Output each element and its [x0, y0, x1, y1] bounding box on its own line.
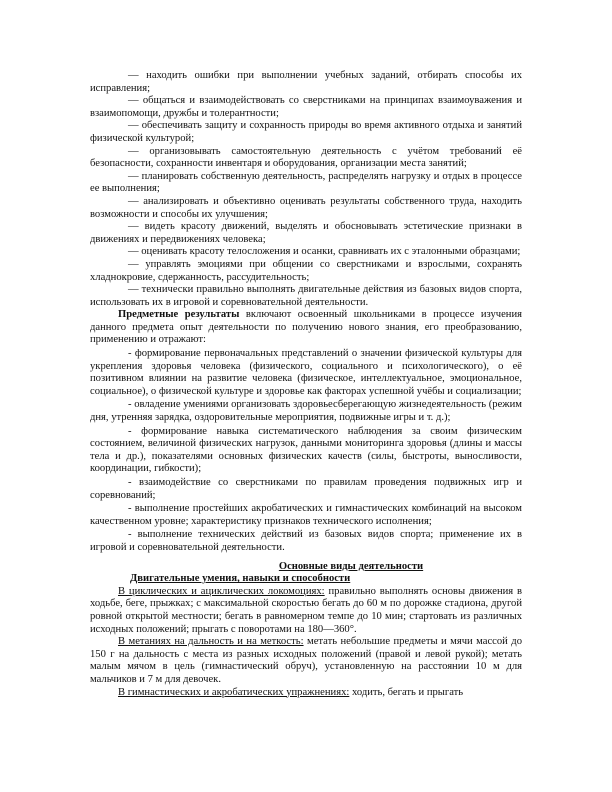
list-item: - выполнение простейших акробатических и гимнастических комбинаций на высоком качественном уровне; характеристику признаков технического исполнения;	[90, 503, 522, 527]
list-item: — управлять эмоциями при общении со сверстниками и взрослыми, сохранять хладнокровие, сдержанность, рассудительность;	[90, 258, 522, 283]
list-item: — анализировать и объективно оценивать результаты собственного труда, находить возможности и способы их улучшения;	[90, 195, 522, 220]
subject-results-heading: Предметные результаты	[118, 309, 240, 321]
subject-results-intro	[90, 309, 522, 347]
list-item: — общаться и взаимодействовать со сверстниками на принципах взаимоуважения и взаимопомощи, дружбы и толерантности;	[90, 95, 522, 119]
list-item: - формирование навыка систематического наблюдения за своим физическим состоянием, величиной физических нагрузок, данными мониторинга здоровья (длины и массы тела и др.), показателями основных физических качеств (силы, быстроты, выносливости, координации, гибкости);	[90, 425, 522, 475]
subject-results-lead: включают освоенный школьниками в процессе изучения данного предмета опыт деятельности по получению нового знания, его преобразованию, применению и отражают:	[90, 309, 522, 346]
list-item: - выполнение технических действий из базовых видов спорта; применение их в игровой и соревновательной деятельности.	[90, 529, 522, 553]
activity-term: В метаниях на дальность и на меткость:	[118, 636, 304, 648]
list-item: — организовывать самостоятельную деятельность с учётом требований её безопасности, сохранности инвентаря и оборудования, организации места занятий;	[90, 145, 522, 170]
activity-paragraph-locomotion	[90, 586, 522, 636]
meta-results-list	[90, 70, 522, 309]
list-item: — оценивать красоту телосложения и осанки, сравнивать их с эталонными образцами;	[128, 246, 521, 258]
list-item: — находить ошибки при выполнении учебных заданий, отбирать способы их исправления;	[90, 70, 522, 94]
section-subtitle: Двигательные умения, навыки и способности	[130, 573, 351, 585]
list-item: — планировать собственную деятельность, распределять нагрузку и отдых в процессе ее выполнения;	[90, 170, 522, 195]
activity-text: ходить, бегать и прыгать	[349, 686, 464, 698]
activity-term: В гимнастических и акробатических упражнениях:	[118, 686, 350, 698]
activity-text: правильно выполнять основы движения в ходьбе, беге, прыжках; с максимальной скоростью бегать до 60 м по дорожке стадиона, другой ровной открытой местности; бегать в равномерном темпе до 10 мин; стартовать из различных исходных положений; прыгать с поворотами на 180—360°.	[90, 585, 522, 635]
activity-term: В циклических и ациклических локомоциях:	[118, 585, 325, 597]
section-title: Основные виды деятельности	[278, 560, 424, 572]
activity-text: метать небольшие предметы и мячи массой до 150 г на дальность с места из разных исходных положений (правой и левой рукой); метать малым мячом в цель (гимнастический обруч), установленную на расстоянии 10 м для мальчиков и 7 м для девочек.	[90, 636, 522, 685]
list-item: — обеспечивать защиту и сохранность природы во время активного отдыха и занятий физической культурой;	[90, 120, 522, 144]
subject-results-list	[90, 348, 522, 555]
list-item: - взаимодействие со сверстниками по правилам проведения подвижных игр и соревнований;	[90, 477, 522, 501]
list-item: — видеть красоту движений, выделять и обосновывать эстетические признаки в движениях и передвижениях человека;	[90, 221, 522, 245]
document-page	[90, 70, 522, 699]
activity-paragraph-gymnastics	[90, 687, 522, 700]
list-item: - формирование первоначальных представлений о значении физической культуры для укрепления здоровья человека (физического, социального и психологического), о её позитивном влиянии на развитие человека (физическое, интеллектуальное, эмоциональное, социальное), о физической культуре и здоровье как факторах успешной учёбы и социализации;	[90, 348, 522, 397]
list-item: - овладение умениями организовать здоровьесберегающую жизнедеятельность (режим дня, утренняя зарядка, оздоровительные мероприятия, подвижные игры и т. д.);	[90, 399, 522, 424]
list-item: — технически правильно выполнять двигательные действия из базовых видов спорта, использовать их в игровой и соревновательной деятельности.	[90, 284, 522, 308]
activity-paragraph-throwing	[90, 636, 522, 686]
